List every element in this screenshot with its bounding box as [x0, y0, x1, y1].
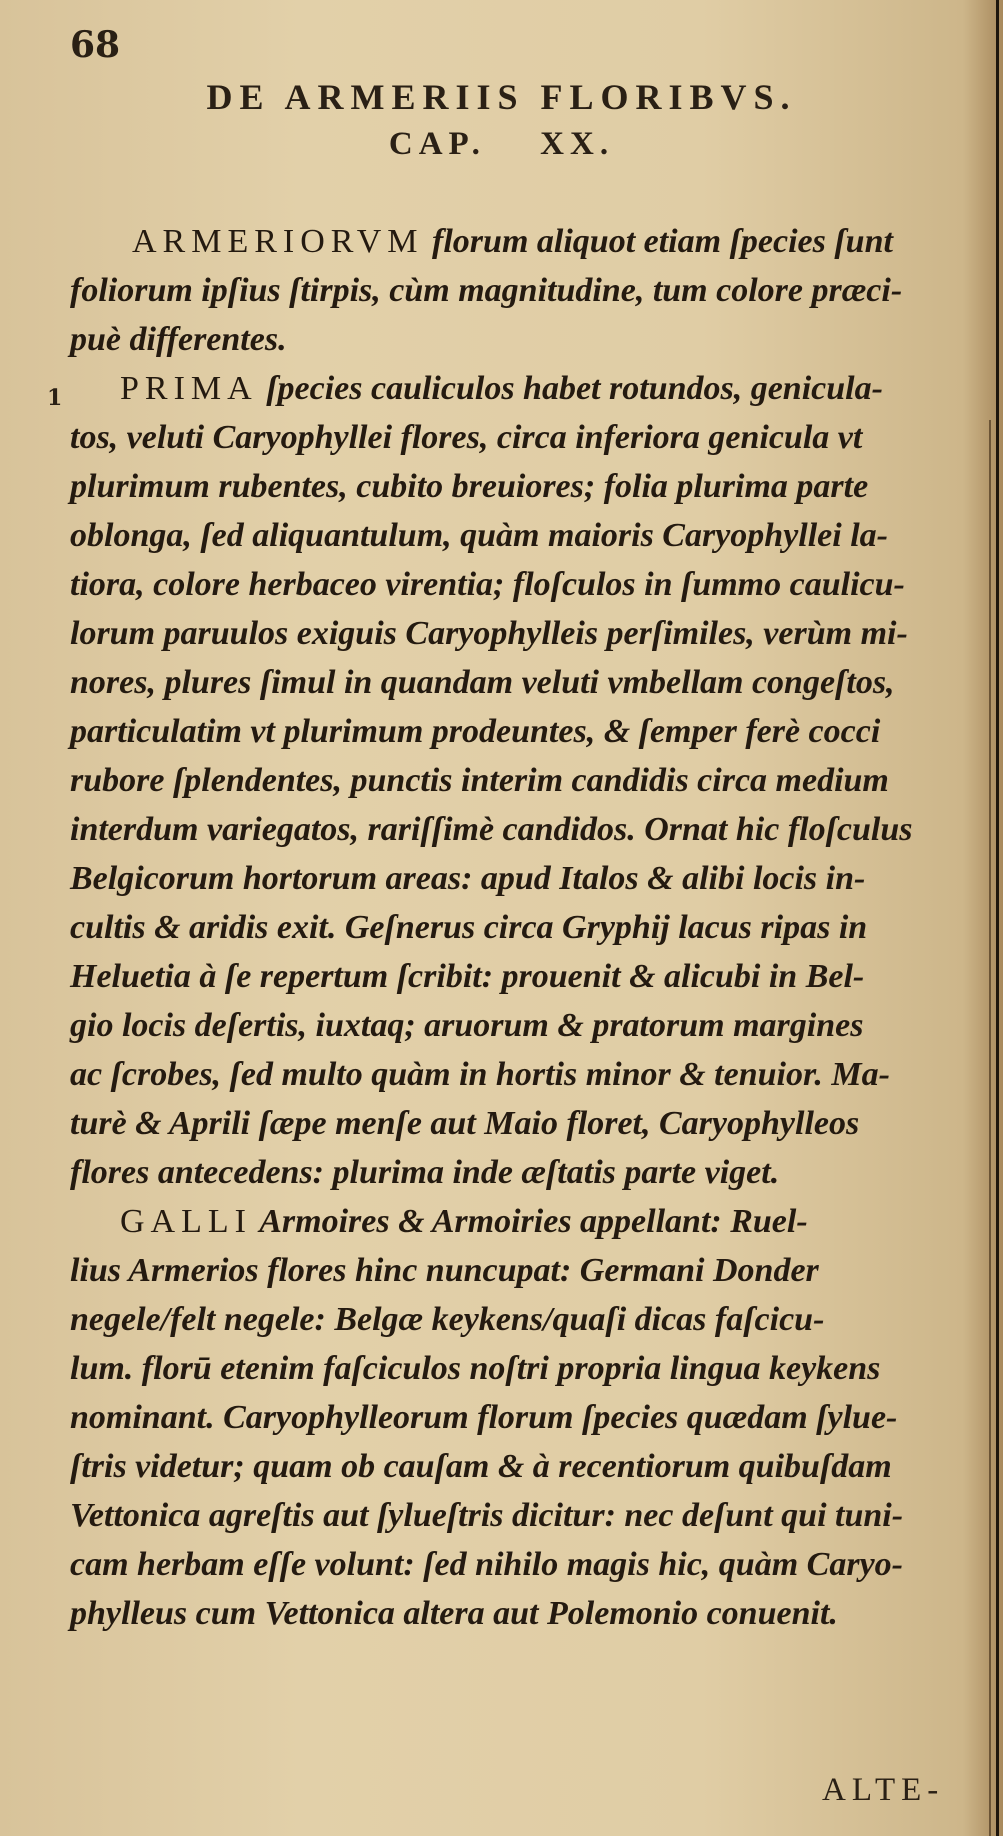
text-line: negele/felt negele: Belgæ keykens/quaſi dicas faſcicu-	[70, 1301, 825, 1338]
text-line: tos, veluti Caryophyllei flores, circa inferiora genicula vt	[70, 419, 863, 456]
page-edge	[996, 0, 999, 1836]
page-edge-shadow	[989, 420, 991, 1836]
text-line: nominant. Caryophylleorum florum ſpecies quædam ſylue-	[70, 1399, 898, 1436]
text-line: puè differentes.	[70, 321, 287, 358]
text-line: turè & Aprili ſæpe menſe aut Maio floret, Caryophylleos	[70, 1105, 860, 1142]
chapter-heading: CAP. XX.	[388, 126, 615, 162]
text-line: ſtris videtur; quam ob cauſam & à recentiorum quibuſdam	[70, 1448, 892, 1485]
text-line: lius Armerios flores hinc nuncupat: Germani Donder	[70, 1252, 819, 1289]
catchword: ALTE-	[822, 1772, 945, 1808]
text-line: Belgicorum hortorum areas: apud Italos & alibi locis in-	[70, 860, 866, 897]
text-line: ARMERIORVM florum aliquot etiam ſpecies ſunt	[132, 223, 893, 260]
text-line: GALLI Armoires & Armoiries appellant: Ruel-	[120, 1203, 808, 1240]
text-line: lum. florū etenim faſciculos noſtri propria lingua keykens	[70, 1350, 881, 1387]
text-line: interdum variegatos, rariſſimè candidos. Ornat hic floſculus	[70, 811, 913, 848]
text-line: foliorum ipſius ſtirpis, cùm magnitudine, tum colore præci-	[70, 272, 903, 309]
text-line: PRIMA ſpecies cauliculos habet rotundos, genicula-	[120, 370, 883, 407]
running-title: DE ARMERIIS FLORIBVS.	[206, 77, 797, 117]
text-line: Vettonica agreſtis aut ſylueſtris dicitur: nec deſunt qui tuni-	[70, 1497, 904, 1534]
text-line: nores, plures ſimul in quandam veluti vmbellam congeſtos,	[70, 664, 895, 701]
text-line: oblonga, ſed aliquantulum, quàm maioris Caryophyllei la-	[70, 517, 888, 554]
text-line: cultis & aridis exit. Geſnerus circa Gryphij lacus ripas in	[70, 909, 868, 946]
text-line: cam herbam eſſe volunt: ſed nihilo magis hic, quàm Caryo-	[70, 1546, 903, 1583]
text-line: gio locis deſertis, iuxtaq; aruorum & pratorum margines	[70, 1007, 864, 1044]
text-line: rubore ſplendentes, punctis interim candidis circa medium	[70, 762, 889, 799]
text-line: ac ſcrobes, ſed multo quàm in hortis minor & tenuior. Ma-	[70, 1056, 890, 1093]
text-line: tiora, colore herbaceo virentia; floſculos in ſummo caulicu-	[70, 566, 905, 603]
text-line: Heluetia à ſe repertum ſcribit: prouenit & alicubi in Bel-	[70, 958, 865, 995]
text-line: flores antecedens: plurima inde æſtatis parte viget.	[70, 1154, 780, 1191]
marginal-number: 1	[47, 385, 63, 411]
text-line: plurimum rubentes, cubito breuiores; folia plurima parte	[70, 468, 869, 505]
text-line: particulatim vt plurimum prodeuntes, & ſemper ferè cocci	[70, 713, 881, 750]
text-line: lorum paruulos exiguis Caryophylleis perſimiles, verùm mi-	[70, 615, 908, 652]
page-number: 68	[70, 24, 121, 66]
text-line: phylleus cum Vettonica altera aut Polemonio conuenit.	[70, 1595, 838, 1632]
